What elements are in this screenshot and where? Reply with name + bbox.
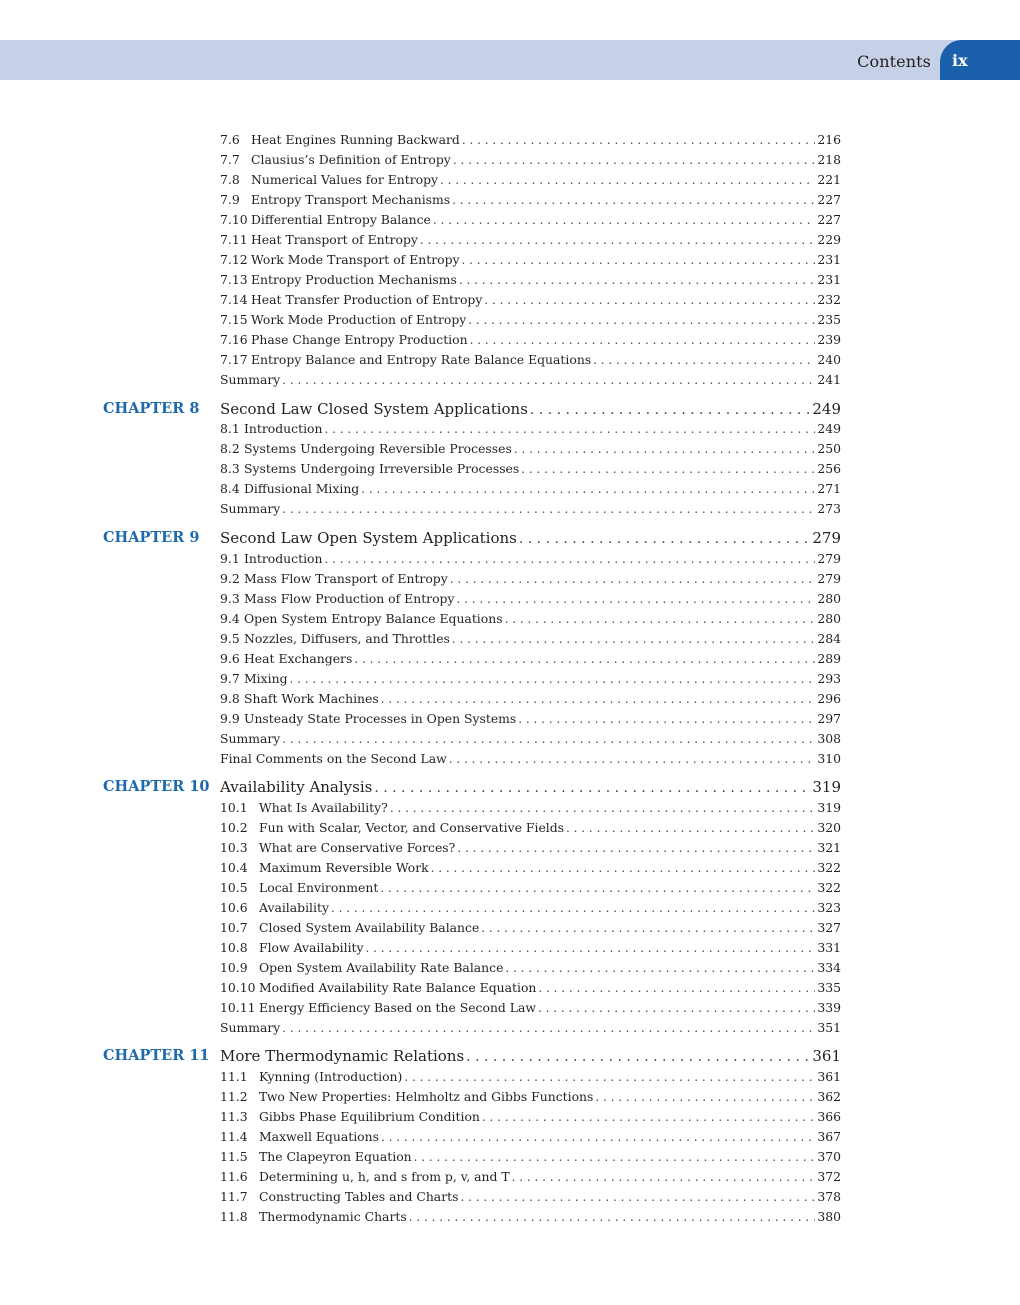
dot-leader: [390, 799, 816, 817]
dot-leader: [521, 460, 815, 478]
dot-leader: [459, 271, 815, 289]
toc-entry[interactable]: 10.1 What Is Availability? . . . 319: [220, 799, 841, 817]
toc-entry[interactable]: 7.12 Work Mode Transport of Entropy . . . 231: [220, 251, 841, 269]
dot-leader: [374, 777, 810, 799]
dot-leader: [290, 670, 816, 688]
dot-leader: [518, 710, 815, 728]
dot-leader: [361, 480, 815, 498]
toc-entry[interactable]: 8.2 Systems Undergoing Reversible Processes . . . 250: [220, 440, 841, 458]
dot-leader: [538, 999, 815, 1017]
dot-leader: [366, 939, 816, 957]
dot-leader: [409, 1208, 816, 1226]
toc-entry[interactable]: 11.8 Thermodynamic Charts . . . 380: [220, 1208, 841, 1226]
dot-leader: [324, 550, 815, 568]
dot-leader: [433, 211, 815, 229]
dot-leader: [505, 959, 815, 977]
dot-leader: [566, 819, 815, 837]
toc-entry[interactable]: 10.6 Availability . . . 323: [220, 899, 841, 917]
dot-leader: [381, 1128, 815, 1146]
dot-leader: [414, 1148, 816, 1166]
dot-leader: [482, 1108, 815, 1126]
dot-leader: [470, 331, 816, 349]
toc-entry[interactable]: 10.7 Closed System Availability Balance . . . 327: [220, 919, 841, 937]
toc-entry[interactable]: 9.7 Mixing . . . 293: [220, 670, 841, 688]
toc-entry[interactable]: 9.3 Mass Flow Production of Entropy . . . 280: [220, 590, 841, 608]
dot-leader: [381, 690, 816, 708]
dot-leader: [420, 231, 815, 249]
toc-entry-summary[interactable]: Summary . . . 273: [220, 500, 841, 518]
dot-leader: [453, 151, 816, 169]
dot-leader: [538, 979, 815, 997]
toc-entry[interactable]: 9.5 Nozzles, Diffusers, and Throttles . . . 284: [220, 630, 841, 648]
toc-entry[interactable]: 10.9 Open System Availability Rate Balance . . . 334: [220, 959, 841, 977]
toc-entry[interactable]: 11.6 Determining u, h, and s from p, v, and T . . . 372: [220, 1168, 841, 1186]
chapter-title-entry[interactable]: Second Law Closed System Applications . . . 249: [220, 398, 841, 420]
toc-entry[interactable]: 7.11 Heat Transport of Entropy . . . 229: [220, 231, 841, 249]
dot-leader: [530, 399, 810, 421]
toc-entry[interactable]: 11.4 Maxwell Equations . . . 367: [220, 1128, 841, 1146]
dot-leader: [481, 919, 815, 937]
toc-entry[interactable]: 7.8 Numerical Values for Entropy . . . 221: [220, 171, 841, 189]
toc-entry[interactable]: 7.13 Entropy Production Mechanisms . . . 231: [220, 271, 841, 289]
page-number-tab: [940, 40, 1020, 80]
dot-leader: [282, 371, 815, 389]
chapter-title-entry[interactable]: More Thermodynamic Relations . . . 361: [220, 1045, 841, 1067]
dot-leader: [457, 590, 816, 608]
toc-entry[interactable]: 7.9 Entropy Transport Mechanisms . . . 227: [220, 191, 841, 209]
toc-entry[interactable]: 7.14 Heat Transfer Production of Entropy . . . 232: [220, 291, 841, 309]
dot-leader: [460, 1188, 815, 1206]
dot-leader: [449, 750, 816, 768]
toc-entry[interactable]: 10.5 Local Environment . . . 322: [220, 879, 841, 897]
dot-leader: [505, 610, 816, 628]
dot-leader: [431, 859, 816, 877]
dot-leader: [512, 1168, 816, 1186]
dot-leader: [282, 500, 815, 518]
toc-entry[interactable]: 7.7 Clausius’s Definition of Entropy . . . 218: [220, 151, 841, 169]
toc-entry[interactable]: 8.4 Diffusional Mixing . . . 271: [220, 480, 841, 498]
dot-leader: [452, 191, 815, 209]
toc-entry[interactable]: 8.1 Introduction . . . 249: [220, 420, 841, 438]
dot-leader: [468, 311, 815, 329]
toc-entry[interactable]: 10.10 Modified Availability Rate Balance Equation . . . 335: [220, 979, 841, 997]
dot-leader: [324, 420, 815, 438]
toc-entry[interactable]: 11.7 Constructing Tables and Charts . . . 378: [220, 1188, 841, 1206]
running-header-title: Contents: [857, 52, 931, 71]
dot-leader: [462, 131, 815, 149]
dot-leader: [593, 351, 815, 369]
dot-leader: [282, 730, 815, 748]
toc-entry[interactable]: 11.1 Kynning (Introduction) . . . 361: [220, 1068, 841, 1086]
toc-entry[interactable]: 7.16 Phase Change Entropy Production . . . 239: [220, 331, 841, 349]
toc-entry[interactable]: 7.17 Entropy Balance and Entropy Rate Balance Equations . . . 240: [220, 351, 841, 369]
dot-leader: [484, 291, 815, 309]
toc-entry[interactable]: 11.5 The Clapeyron Equation . . . 370: [220, 1148, 841, 1166]
toc-entry[interactable]: 8.3 Systems Undergoing Irreversible Processes . . . 256: [220, 460, 841, 478]
dot-leader: [466, 1046, 810, 1068]
toc-entry-summary[interactable]: Summary . . . 308: [220, 730, 841, 748]
toc-entry-summary[interactable]: Summary . . . 241: [220, 371, 841, 389]
toc-entry[interactable]: 9.1 Introduction . . . 279: [220, 550, 841, 568]
dot-leader: [380, 879, 815, 897]
toc-entry[interactable]: 10.11 Energy Efficiency Based on the Second Law . . . 339: [220, 999, 841, 1017]
dot-leader: [595, 1088, 815, 1106]
dot-leader: [440, 171, 815, 189]
chapter-label: CHAPTER 8: [103, 400, 200, 417]
toc-entry[interactable]: 9.6 Heat Exchangers . . . 289: [220, 650, 841, 668]
toc-entry[interactable]: 11.2 Two New Properties: Helmholtz and Gibbs Functions . . . 362: [220, 1088, 841, 1106]
toc-entry[interactable]: 11.3 Gibbs Phase Equilibrium Condition . . . 366: [220, 1108, 841, 1126]
toc-entry-final-comments[interactable]: Final Comments on the Second Law . . . 310: [220, 750, 841, 768]
dot-leader: [452, 630, 815, 648]
toc-entry[interactable]: 9.9 Unsteady State Processes in Open Systems . . . 297: [220, 710, 841, 728]
chapter-label: CHAPTER 10: [103, 778, 210, 795]
dot-leader: [457, 839, 815, 857]
toc-entry[interactable]: 9.8 Shaft Work Machines . . . 296: [220, 690, 841, 708]
toc-entry[interactable]: 9.4 Open System Entropy Balance Equations . . . 280: [220, 610, 841, 628]
chapter-title-entry[interactable]: Second Law Open System Applications . . . 279: [220, 527, 841, 549]
dot-leader: [450, 570, 816, 588]
dot-leader: [404, 1068, 815, 1086]
dot-leader: [354, 650, 815, 668]
chapter-label: CHAPTER 9: [103, 529, 200, 546]
toc-entry[interactable]: 10.3 What are Conservative Forces? . . . 321: [220, 839, 841, 857]
toc-entry[interactable]: 7.15 Work Mode Production of Entropy . . . 235: [220, 311, 841, 329]
dot-leader: [514, 440, 816, 458]
toc-entry[interactable]: 9.2 Mass Flow Transport of Entropy . . . 279: [220, 570, 841, 588]
dot-leader: [282, 1019, 815, 1037]
toc-entry[interactable]: 10.8 Flow Availability . . . 331: [220, 939, 841, 957]
chapter-title-entry[interactable]: Availability Analysis . . . 319: [220, 776, 841, 798]
dot-leader: [462, 251, 816, 269]
toc-entry[interactable]: 10.4 Maximum Reversible Work . . . 322: [220, 859, 841, 877]
chapter-label: CHAPTER 11: [103, 1047, 210, 1064]
toc-entry[interactable]: 7.10 Differential Entropy Balance . . . 227: [220, 211, 841, 229]
toc-entry[interactable]: 10.2 Fun with Scalar, Vector, and Conservative Fields . . . 320: [220, 819, 841, 837]
toc-entry[interactable]: 7.6 Heat Engines Running Backward . . . 216: [220, 131, 841, 149]
dot-leader: [331, 899, 815, 917]
toc-entry-summary[interactable]: Summary . . . 351: [220, 1019, 841, 1037]
dot-leader: [519, 528, 810, 550]
page-number: ix: [952, 51, 968, 70]
